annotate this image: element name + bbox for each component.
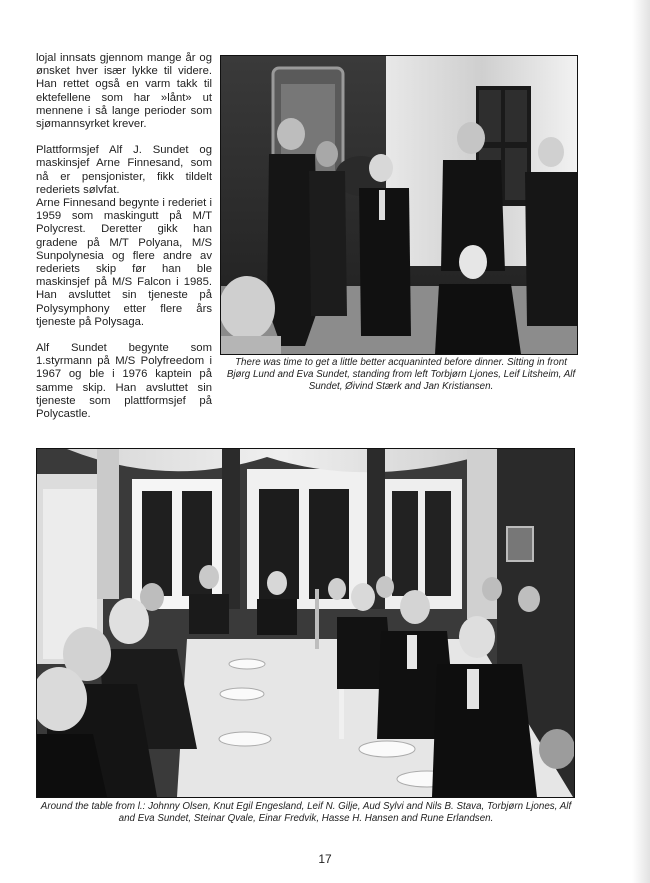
page-number: 17 bbox=[318, 852, 332, 866]
dinner-table-photo-image bbox=[37, 449, 574, 797]
reception-photo-image bbox=[221, 56, 577, 354]
dinner-table-photo-caption: Around the table from l.: Johnny Olsen, Knut Egil Engesland, Leif N. Gilje, Aud Sylvi and Nils B. Stava, Torbjørn Ljones, Alf and Eva Sundet, Steinar Qvale, Einar Fredvik, Hasse H. Hansen and Rune Erlandsen. bbox=[40, 801, 572, 824]
paragraph-1: lojal innsats gjennom mange år og ønsket hver især lykke til videre. Han rettet også en varm takk til ektefellene som har »lånt» ut mennene i så lange perioder som sjømannsyrket krever. bbox=[36, 52, 212, 131]
dinner-table-photo bbox=[36, 448, 575, 798]
paragraph-2: Plattformsjef Alf J. Sundet og maskinsjef Arne Finnesand, som nå er pensjonister, fikk tildelt rederiets sølvfat. Arne Finnesand begynte i rederiet i 1959 som maskingutt på M/T Polycrest. Deretter gikk han gradene på M/T Polyana, M/S Sunpolynesia og flere andre av rederiets skip før han ble maskinsjef på M/S Falcon i 1985. Han avsluttet sin tjeneste på Polysymphony etter flere års tjeneste på Polysaga. bbox=[36, 144, 212, 328]
page-fold-edge bbox=[632, 0, 650, 883]
reception-photo-caption: There was time to get a little better acquaninted before dinner. Sitting in front Bjørg Lund and Eva Sundet, standing from left Torbjørn Ljones, Leif Litsheim, Alf Sundet, Øivind Stærk and Jan Kristiansen. bbox=[226, 357, 576, 392]
reception-photo bbox=[220, 55, 578, 355]
body-text-column bbox=[36, 52, 212, 434]
paragraph-3: Alf Sundet begynte som 1.styrmann på M/S Polyfreedom i 1967 og ble i 1976 kaptein på samme skip. Han avsluttet sin tjeneste som plattformsjef på Polycastle. bbox=[36, 342, 212, 421]
